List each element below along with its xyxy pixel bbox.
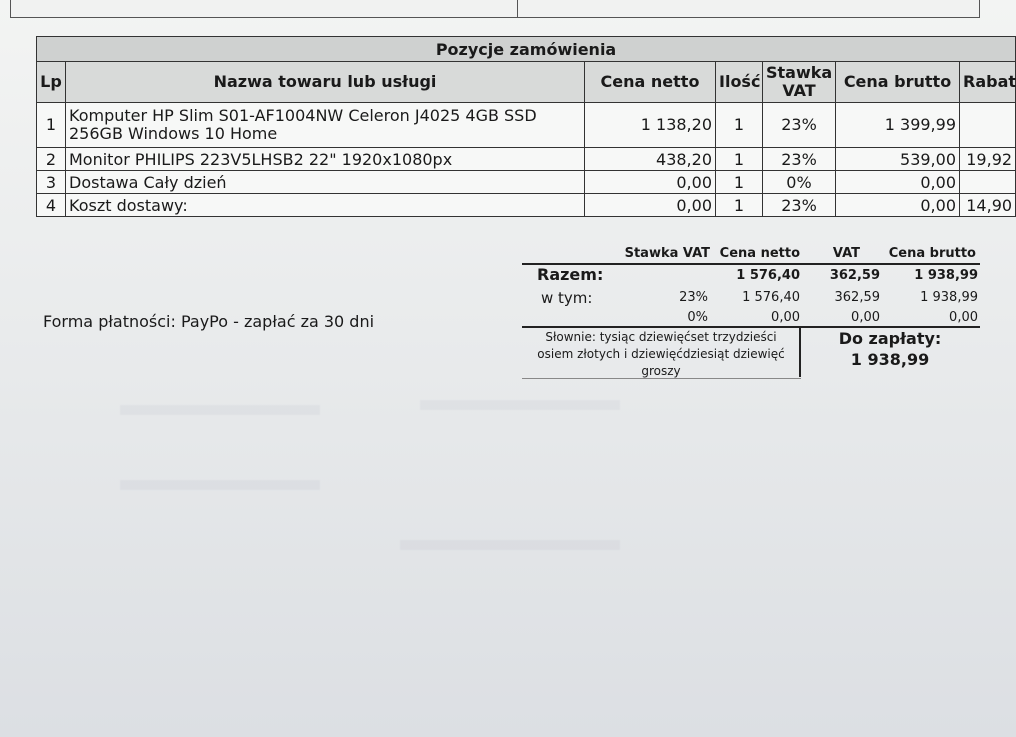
cell-name: Monitor PHILIPS 223V5LHSB2 22" 1920x1080px <box>66 148 585 171</box>
cell-lp: 4 <box>37 194 66 217</box>
divider <box>517 0 518 17</box>
col-header-gross: Cena brutto <box>836 62 960 103</box>
cell-net: 1 138,20 <box>585 103 716 148</box>
col-header-vat <box>763 62 836 103</box>
to-pay-label: Do zapłaty: <box>838 329 942 348</box>
words-underline <box>522 378 801 379</box>
cell-discount: 14,90 <box>960 194 1016 217</box>
breakdown-vat: 0,00 <box>851 310 880 325</box>
order-items-table <box>36 36 1016 217</box>
breakdown-rate: 0% <box>687 310 708 325</box>
cell-qty: 1 <box>716 103 763 148</box>
to-pay-value: 1 938,99 <box>850 350 930 369</box>
total-label: Razem: <box>537 265 604 284</box>
show-through-mark <box>120 480 320 490</box>
vat-header-line1: Stawka <box>766 63 833 82</box>
show-through-mark <box>120 405 320 415</box>
total-net: 1 576,40 <box>736 268 800 283</box>
breakdown-rate: 23% <box>679 290 708 305</box>
summary-bottom-rule <box>522 326 980 328</box>
breakdown-gross: 1 938,99 <box>920 290 978 305</box>
cell-gross: 1 399,99 <box>836 103 960 148</box>
table-row <box>37 171 1016 194</box>
cell-discount <box>960 171 1016 194</box>
previous-section-box <box>10 0 980 18</box>
cell-lp: 1 <box>37 103 66 148</box>
cell-gross: 539,00 <box>836 148 960 171</box>
words-line: osiem złotych i dziewięćdziesiąt dziewięć <box>537 347 785 361</box>
table-row <box>37 103 1016 148</box>
table-row <box>37 148 1016 171</box>
words-line: groszy <box>641 364 681 378</box>
breakdown-gross: 0,00 <box>949 310 978 325</box>
vat-header-line2: VAT <box>782 81 816 100</box>
total-vat: 362,59 <box>829 268 880 283</box>
breakdown-net: 0,00 <box>771 310 800 325</box>
col-header-qty: Ilość <box>716 62 763 103</box>
cell-qty: 1 <box>716 194 763 217</box>
cell-net: 438,20 <box>585 148 716 171</box>
summary-header-gross: Cena brutto <box>888 246 976 261</box>
breakdown-vat: 362,59 <box>834 290 880 305</box>
show-through-mark <box>400 540 620 550</box>
table-caption: Pozycje zamówienia <box>37 37 1016 62</box>
cell-discount <box>960 103 1016 148</box>
cell-discount: 19,92 <box>960 148 1016 171</box>
summary-header-vat-rate: Stawka VAT <box>624 246 710 261</box>
col-header-discount: Rabat <box>960 62 1016 103</box>
cell-name: Komputer HP Slim S01-AF1004NW Celeron J4025 4GB SSD 256GB Windows 10 Home <box>66 103 585 148</box>
table-row <box>37 194 1016 217</box>
cell-qty: 1 <box>716 171 763 194</box>
col-header-lp: Lp <box>37 62 66 103</box>
cell-name: Koszt dostawy: <box>66 194 585 217</box>
cell-net: 0,00 <box>585 194 716 217</box>
total-gross: 1 938,99 <box>914 268 978 283</box>
cell-vat: 23% <box>763 148 836 171</box>
cell-gross: 0,00 <box>836 171 960 194</box>
cell-qty: 1 <box>716 148 763 171</box>
breakdown-label: w tym: <box>541 289 593 307</box>
cell-lp: 2 <box>37 148 66 171</box>
words-line: Słownie: tysiąc dziewięćset trzydzieści <box>545 330 777 344</box>
col-header-name: Nazwa towaru lub usługi <box>66 62 585 103</box>
amount-in-words <box>522 329 800 380</box>
cell-vat: 23% <box>763 194 836 217</box>
col-header-net: Cena netto <box>585 62 716 103</box>
cell-net: 0,00 <box>585 171 716 194</box>
breakdown-net: 1 576,40 <box>742 290 800 305</box>
cell-lp: 3 <box>37 171 66 194</box>
show-through-mark <box>420 400 620 410</box>
payment-method: Forma płatności: PayPo - zapłać za 30 dni <box>43 312 375 331</box>
cell-gross: 0,00 <box>836 194 960 217</box>
summary-header-vat: VAT <box>832 246 860 261</box>
cell-name: Dostawa Cały dzień <box>66 171 585 194</box>
cell-vat: 0% <box>763 171 836 194</box>
cell-vat: 23% <box>763 103 836 148</box>
summary-header-net: Cena netto <box>719 246 800 261</box>
